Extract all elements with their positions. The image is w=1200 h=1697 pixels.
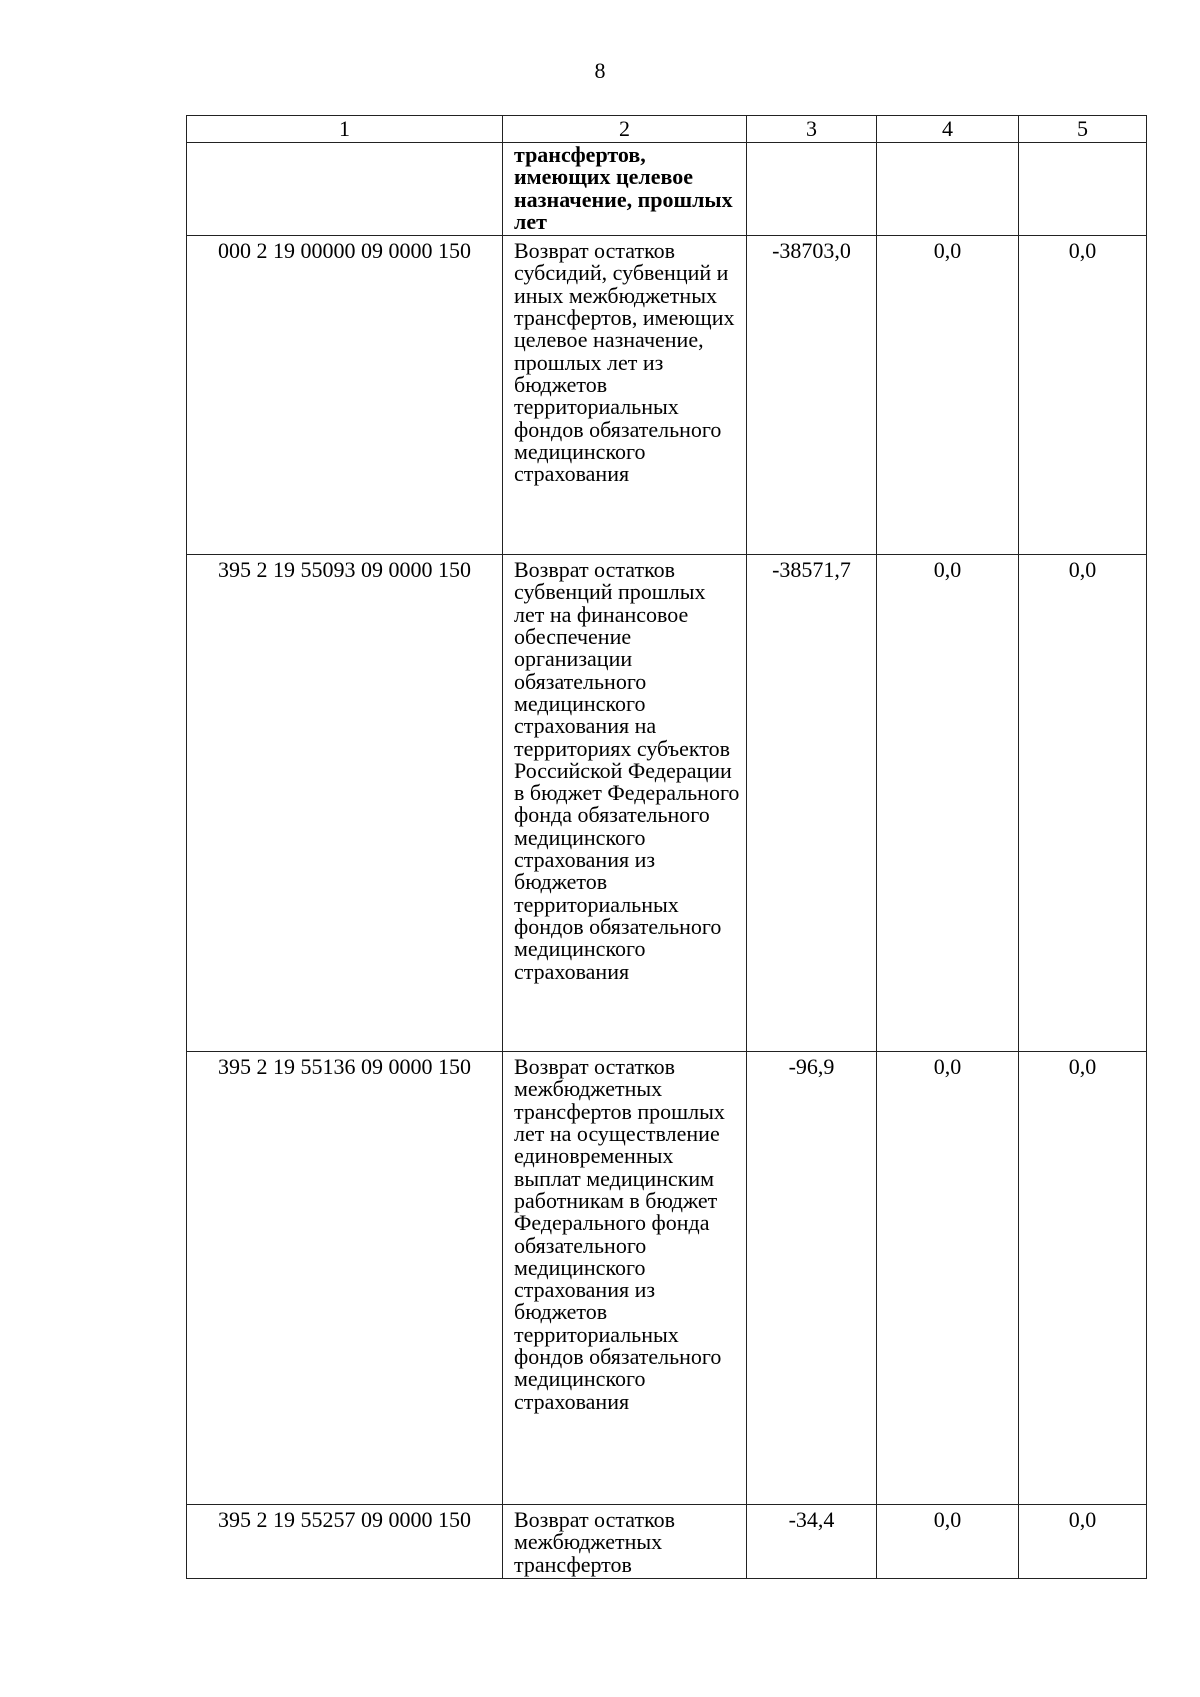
column-header-4: 4 <box>877 116 1019 143</box>
table-row <box>187 555 1147 1052</box>
column-header-3: 3 <box>747 116 877 143</box>
table-row <box>187 236 1147 555</box>
page-number: 8 <box>594 58 606 83</box>
continuation-col3-cell <box>747 143 877 236</box>
table-row <box>187 1052 1147 1505</box>
continuation-col4-cell <box>877 143 1019 236</box>
column-header-1: 1 <box>187 116 503 143</box>
row-value-col3: -34,4 <box>747 1505 877 1579</box>
column-header-5: 5 <box>1019 116 1147 143</box>
row-value-col4: 0,0 <box>877 1052 1019 1505</box>
row-value-col3: -38703,0 <box>747 236 877 555</box>
row-value-col5: 0,0 <box>1019 1505 1147 1579</box>
continuation-code-cell <box>187 143 503 236</box>
table-row <box>187 1505 1147 1579</box>
continuation-col5-cell <box>1019 143 1147 236</box>
row-name: Возврат остатков субвенций прошлых лет на финансовое обеспечение организации обязательного медицинского страхования на территориях субъектов Российской Федерации в бюджет Федерального фонда обязательного медицинского страхования из бюджетов территориальных фондов обязательного медицинского страхования <box>503 555 747 1052</box>
row-value-col5: 0,0 <box>1019 1052 1147 1505</box>
row-value-col3: -38571,7 <box>747 555 877 1052</box>
row-value-col4: 0,0 <box>877 555 1019 1052</box>
continuation-row <box>187 143 1147 236</box>
row-code: 395 2 19 55257 09 0000 150 <box>187 1505 503 1579</box>
row-value-col4: 0,0 <box>877 236 1019 555</box>
row-name: Возврат остатков субсидий, субвенций и иных межбюджетных трансфертов, имеющих целевое назначение, прошлых лет из бюджетов территориальных фондов обязательного медицинского страхования <box>503 236 747 555</box>
row-value-col4: 0,0 <box>877 1505 1019 1579</box>
column-number-row <box>187 116 1147 143</box>
column-header-2: 2 <box>503 116 747 143</box>
row-code: 000 2 19 00000 09 0000 150 <box>187 236 503 555</box>
row-value-col5: 0,0 <box>1019 236 1147 555</box>
row-name: Возврат остатков межбюджетных трансфертов прошлых лет на осуществление единовременных выплат медицинским работникам в бюджет Федерального фонда обязательного медицинского страхования из бюджетов территориальных фондов обязательного медицинского страхования <box>503 1052 747 1505</box>
row-value-col3: -96,9 <box>747 1052 877 1505</box>
row-code: 395 2 19 55093 09 0000 150 <box>187 555 503 1052</box>
row-value-col5: 0,0 <box>1019 555 1147 1052</box>
row-code: 395 2 19 55136 09 0000 150 <box>187 1052 503 1505</box>
budget-table <box>186 115 1147 1579</box>
row-name: Возврат остатков межбюджетных трансфертов <box>503 1505 747 1579</box>
continuation-name: трансфертов, имеющих целевое назначение, прошлых лет <box>503 143 747 236</box>
